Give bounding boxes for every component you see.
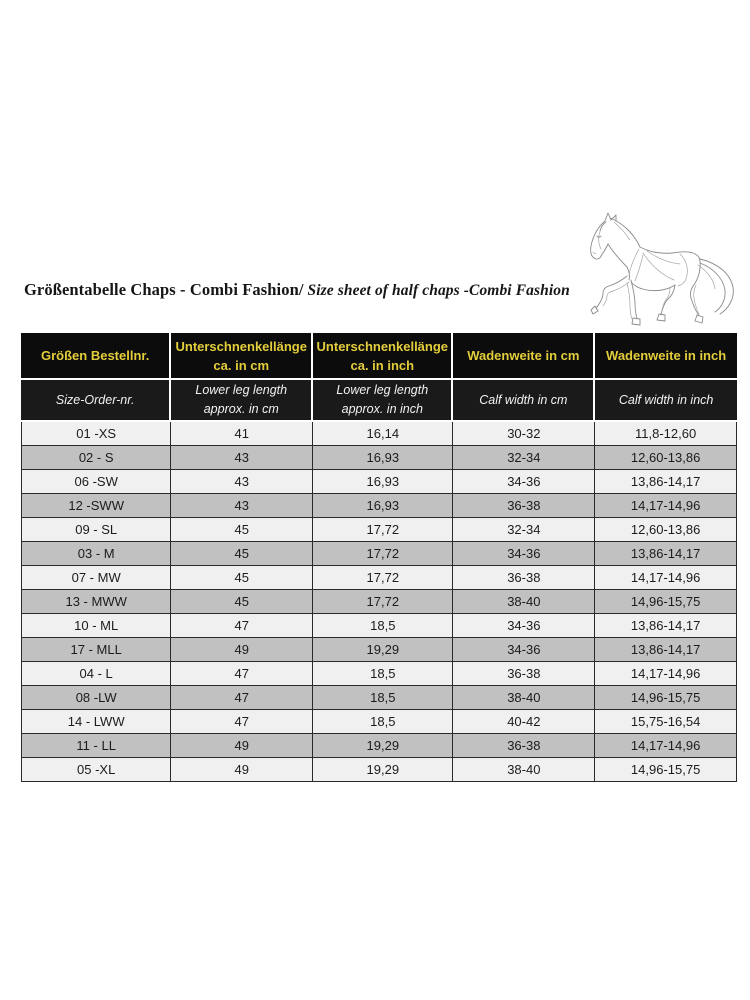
size-order-cell: 05 -XL [21, 758, 171, 782]
col-header-calf-width-inch: Wadenweite in inch [595, 333, 737, 380]
calf-width-inch-cell: 13,86-14,17 [595, 638, 737, 662]
leg-length-inch-cell: 17,72 [313, 518, 453, 542]
leg-length-inch-cell: 16,93 [313, 446, 453, 470]
table-row [21, 518, 737, 542]
size-order-cell: 11 - LL [21, 734, 171, 758]
table-row [21, 422, 737, 446]
size-table-body [21, 422, 737, 782]
title-english: Size sheet of half chaps -Combi Fashion [303, 282, 570, 299]
calf-width-inch-cell: 14,96-15,75 [595, 758, 737, 782]
leg-length-inch-cell: 16,93 [313, 470, 453, 494]
subheader-size-order: Size-Order-nr. [21, 380, 171, 422]
table-row [21, 710, 737, 734]
calf-width-cm-cell: 34-36 [453, 614, 595, 638]
subheader-calf-width-cm: Calf width in cm [453, 380, 595, 422]
calf-width-inch-cell: 14,96-15,75 [595, 590, 737, 614]
subheader-leg-length-inch: Lower leg length approx. in inch [313, 380, 453, 422]
size-order-cell: 08 -LW [21, 686, 171, 710]
calf-width-inch-cell: 14,17-14,96 [595, 566, 737, 590]
leg-length-inch-cell: 18,5 [313, 614, 453, 638]
table-row [21, 566, 737, 590]
calf-width-inch-cell: 13,86-14,17 [595, 542, 737, 566]
calf-width-cm-cell: 30-32 [453, 422, 595, 446]
calf-width-inch-cell: 14,17-14,96 [595, 494, 737, 518]
calf-width-cm-cell: 32-34 [453, 446, 595, 470]
calf-width-cm-cell: 36-38 [453, 662, 595, 686]
size-order-cell: 01 -XS [21, 422, 171, 446]
calf-width-inch-cell: 14,96-15,75 [595, 686, 737, 710]
size-order-cell: 03 - M [21, 542, 171, 566]
table-row [21, 446, 737, 470]
leg-length-cm-cell: 45 [171, 566, 313, 590]
title-german: Größentabelle Chaps - Combi Fashion/ [24, 280, 304, 299]
leg-length-inch-cell: 16,14 [313, 422, 453, 446]
table-row [21, 638, 737, 662]
calf-width-cm-cell: 36-38 [453, 494, 595, 518]
page-title [24, 280, 570, 300]
subheader-leg-length-cm: Lower leg length approx. in cm [171, 380, 313, 422]
table-row [21, 590, 737, 614]
leg-length-cm-cell: 45 [171, 518, 313, 542]
size-order-cell: 14 - LWW [21, 710, 171, 734]
calf-width-cm-cell: 32-34 [453, 518, 595, 542]
size-order-cell: 10 - ML [21, 614, 171, 638]
size-order-cell: 06 -SW [21, 470, 171, 494]
calf-width-inch-cell: 14,17-14,96 [595, 734, 737, 758]
size-order-cell: 12 -SWW [21, 494, 171, 518]
subheader-calf-width-inch: Calf width in inch [595, 380, 737, 422]
col-header-calf-width-cm: Wadenweite in cm [453, 333, 595, 380]
calf-width-inch-cell: 13,86-14,17 [595, 614, 737, 638]
calf-width-inch-cell: 12,60-13,86 [595, 446, 737, 470]
leg-length-cm-cell: 43 [171, 446, 313, 470]
leg-length-cm-cell: 49 [171, 638, 313, 662]
calf-width-inch-cell: 13,86-14,17 [595, 470, 737, 494]
leg-length-cm-cell: 47 [171, 662, 313, 686]
table-row [21, 662, 737, 686]
calf-width-cm-cell: 34-36 [453, 542, 595, 566]
calf-width-cm-cell: 38-40 [453, 590, 595, 614]
leg-length-cm-cell: 45 [171, 542, 313, 566]
leg-length-cm-cell: 45 [171, 590, 313, 614]
size-order-cell: 09 - SL [21, 518, 171, 542]
leg-length-inch-cell: 19,29 [313, 638, 453, 662]
leg-length-inch-cell: 18,5 [313, 710, 453, 734]
leg-length-inch-cell: 19,29 [313, 758, 453, 782]
leg-length-cm-cell: 47 [171, 710, 313, 734]
col-header-size-order: Größen Bestellnr. [21, 333, 171, 380]
size-order-cell: 17 - MLL [21, 638, 171, 662]
leg-length-inch-cell: 18,5 [313, 662, 453, 686]
col-header-leg-length-inch: Unterschnenkellänge ca. in inch [313, 333, 453, 380]
calf-width-cm-cell: 36-38 [453, 734, 595, 758]
leg-length-inch-cell: 17,72 [313, 542, 453, 566]
size-order-cell: 04 - L [21, 662, 171, 686]
size-order-cell: 07 - MW [21, 566, 171, 590]
size-order-cell: 02 - S [21, 446, 171, 470]
calf-width-cm-cell: 36-38 [453, 566, 595, 590]
calf-width-inch-cell: 14,17-14,96 [595, 662, 737, 686]
calf-width-cm-cell: 38-40 [453, 758, 595, 782]
col-header-leg-length-cm: Unterschnenkellänge ca. in cm [171, 333, 313, 380]
leg-length-cm-cell: 43 [171, 494, 313, 518]
table-row [21, 686, 737, 710]
header-row-english [21, 380, 737, 422]
size-table [21, 333, 737, 782]
calf-width-cm-cell: 40-42 [453, 710, 595, 734]
calf-width-cm-cell: 34-36 [453, 470, 595, 494]
header-row-german [21, 333, 737, 380]
leg-length-cm-cell: 47 [171, 686, 313, 710]
leg-length-inch-cell: 17,72 [313, 590, 453, 614]
calf-width-inch-cell: 15,75-16,54 [595, 710, 737, 734]
table-row [21, 494, 737, 518]
calf-width-cm-cell: 38-40 [453, 686, 595, 710]
leg-length-cm-cell: 49 [171, 734, 313, 758]
calf-width-inch-cell: 12,60-13,86 [595, 518, 737, 542]
table-row [21, 470, 737, 494]
leg-length-cm-cell: 49 [171, 758, 313, 782]
table-row [21, 542, 737, 566]
table-row [21, 758, 737, 782]
leg-length-inch-cell: 19,29 [313, 734, 453, 758]
size-order-cell: 13 - MWW [21, 590, 171, 614]
leg-length-inch-cell: 17,72 [313, 566, 453, 590]
leg-length-cm-cell: 43 [171, 470, 313, 494]
leg-length-inch-cell: 16,93 [313, 494, 453, 518]
horse-sketch-icon [577, 207, 747, 331]
leg-length-cm-cell: 47 [171, 614, 313, 638]
calf-width-inch-cell: 11,8-12,60 [595, 422, 737, 446]
table-row [21, 614, 737, 638]
table-row [21, 734, 737, 758]
leg-length-inch-cell: 18,5 [313, 686, 453, 710]
leg-length-cm-cell: 41 [171, 422, 313, 446]
calf-width-cm-cell: 34-36 [453, 638, 595, 662]
